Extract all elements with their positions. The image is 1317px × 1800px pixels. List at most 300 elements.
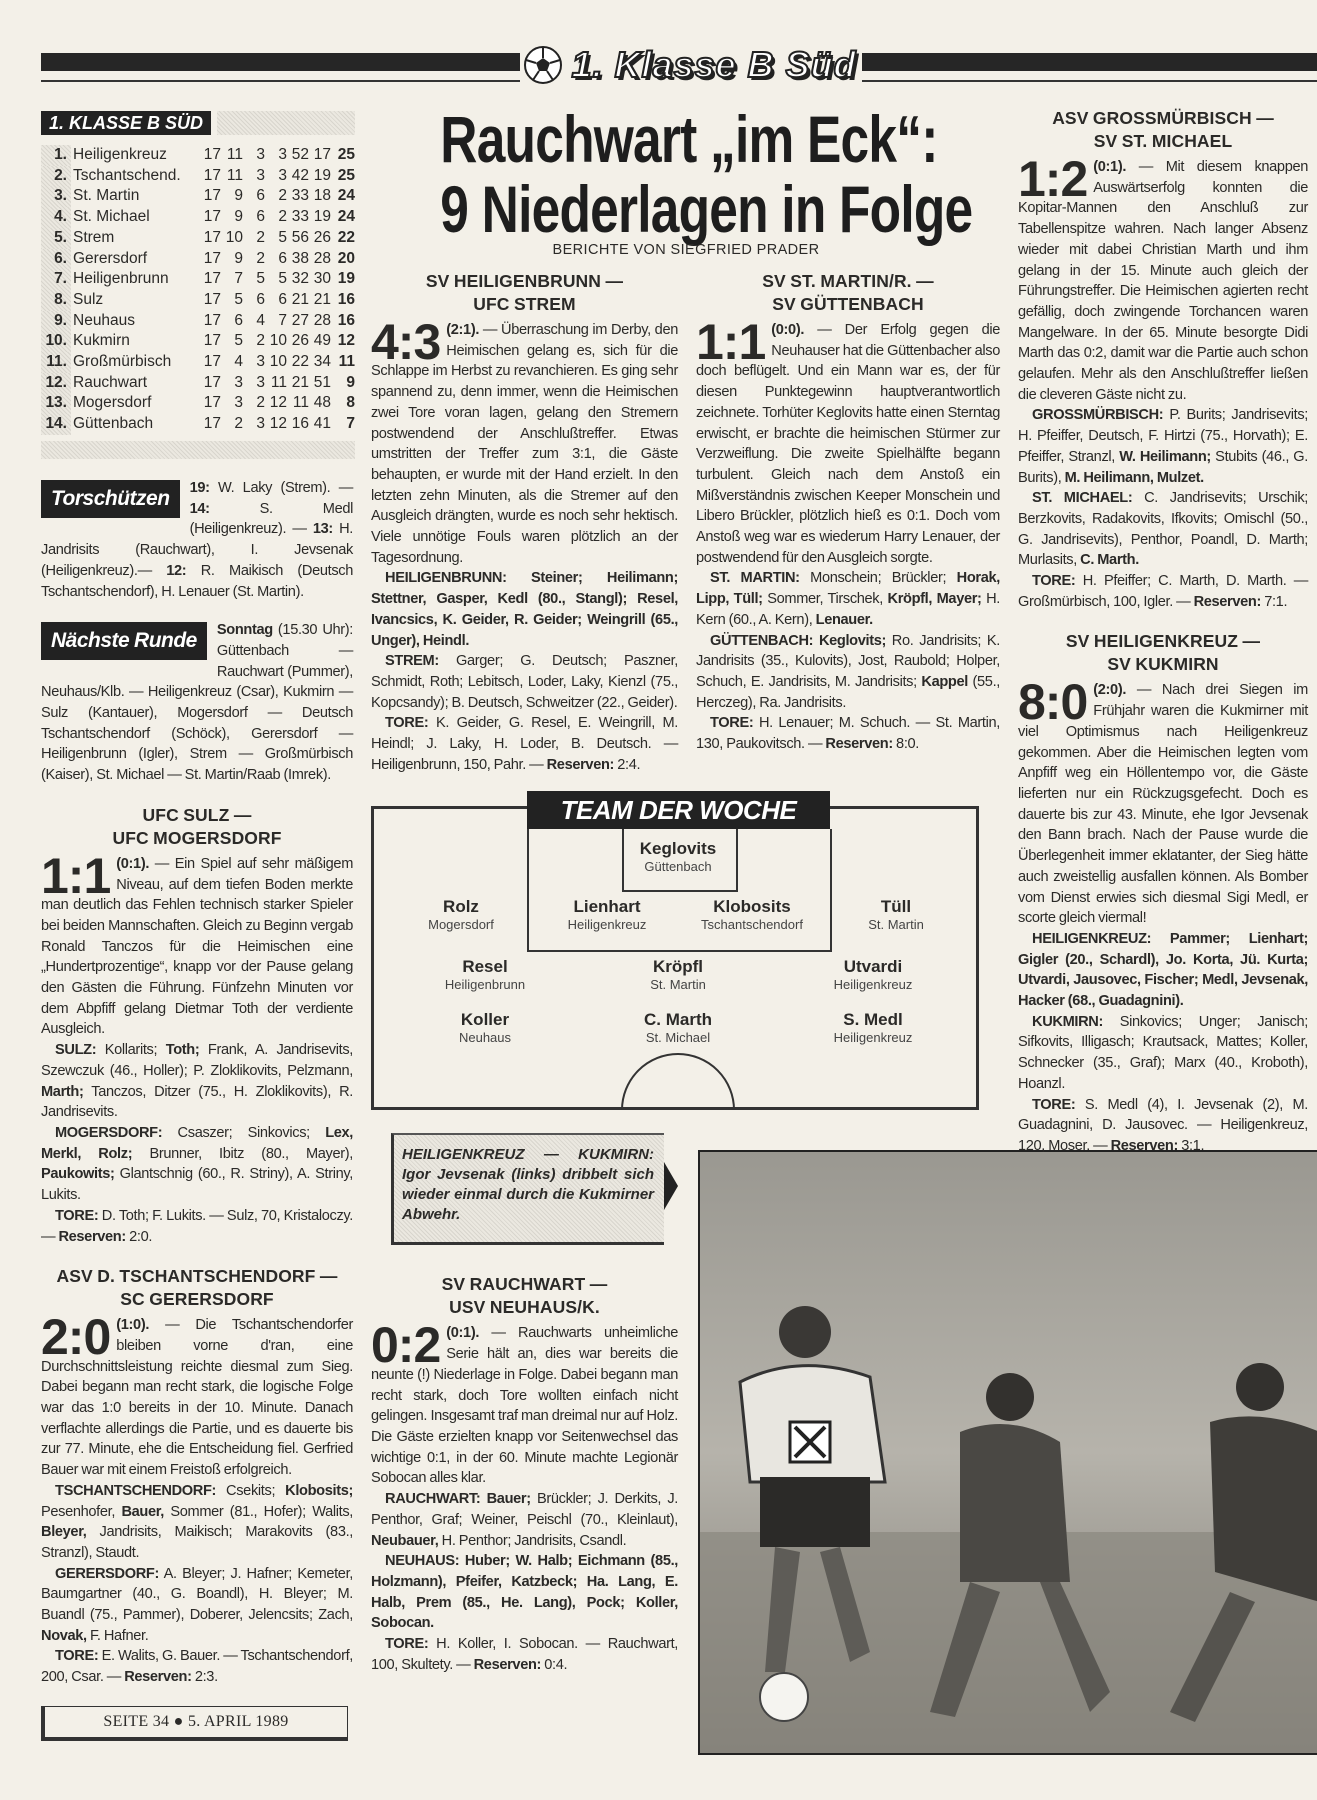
table-row	[41, 228, 355, 249]
halftime-score: (2:1).	[446, 322, 480, 338]
lineup-paragraph	[41, 1040, 353, 1123]
cell-won: 3	[234, 394, 243, 412]
halftime-score: (1:0).	[116, 1317, 150, 1334]
bold-text: 19:	[189, 480, 210, 496]
final-score: 4:3	[371, 314, 441, 370]
text: Csaszer; Sinkovics;	[162, 1124, 326, 1141]
cell-won: 6	[234, 311, 243, 329]
section-title: 1. Klasse B Süd	[571, 44, 857, 85]
cell-won: 4	[234, 353, 243, 371]
cell-rank: 11.	[41, 352, 71, 373]
lineup-paragraph	[371, 568, 678, 651]
cell-team: Neuhaus	[73, 311, 136, 329]
cell-goals-against: 28	[313, 249, 331, 267]
player-club: Heiligenkreuz	[567, 917, 647, 933]
player-name: Klobosits	[713, 897, 791, 917]
issue-date: 5. APRIL 1989	[187, 1712, 289, 1730]
cell-won: 9	[234, 187, 243, 205]
cell-played: 17	[203, 146, 221, 163]
cell-lost: 6	[278, 249, 287, 267]
report-text: — Mit diesem knappen Auswärtserfolg konnten die Kopitar-Mannen den Anschluß zur Tabellenspitze wahren. Nach langer Absenz wieder mit dabei Christian Marth und ihm gelang in der 15. Minute auch gleich der Führungstreffer. Die Heimischen agierten recht gefällig, doch zwingende Torchancen waren Mangelware. In der 65. Minute besorgte Didi Marth das 0:2, damit war die Partie auch schon gelaufen. Mehr als den Anschlußtreffer ließen die cleveren Gäste nicht zu.	[1018, 159, 1308, 403]
match-report-rauchwart-neuhaus	[371, 1273, 678, 1675]
cell-lost: 12	[269, 394, 287, 412]
cell-drawn: 2	[256, 394, 265, 412]
lineup-paragraph	[1018, 1012, 1308, 1095]
match-heading-line: SC GERERSDORF	[120, 1289, 274, 1310]
match-heading-line: SV KUKMIRN	[1107, 654, 1219, 675]
cell-rank: 14.	[41, 414, 71, 435]
center-circle	[618, 1050, 738, 1110]
player-club: Mogersdorf	[428, 917, 494, 933]
cell-goals-for: 16	[291, 415, 309, 433]
team-player	[796, 897, 996, 933]
text: S. Medl (4), I. Jevsenak (2), M. Guadagnini, D. Jausovec. — Heiligenkreuz, 120, Moser. —	[1018, 1096, 1308, 1154]
bold-text: C. Marth.	[1080, 552, 1139, 569]
football-players-image	[700, 1152, 1317, 1753]
bold-text: Reserven:	[124, 1669, 192, 1686]
cell-team: St. Michael	[73, 208, 150, 226]
team-player	[578, 839, 778, 875]
bold-text: Klobosits;	[285, 1482, 353, 1499]
player-name: Keglovits	[639, 839, 717, 859]
text: Sinkovics; Unger; Janisch; Sifkovits, Illigasch; Krautsack, Mattes; Koller, Schnecker (35., Graf); Marx (40., Kroboth), Hoanzl.	[1018, 1013, 1308, 1092]
table-row	[41, 331, 355, 352]
cell-played: 17	[203, 228, 221, 246]
text: Sommer (81., Hofer); Walits,	[163, 1503, 353, 1520]
bold-text: Novak,	[41, 1627, 87, 1644]
byline: BERICHTE VON SIEGFRIED PRADER	[552, 242, 820, 258]
caption-title: HEILIGENKREUZ — KUKMIRN:	[402, 1146, 654, 1164]
match-summary	[41, 1309, 353, 1481]
bold-text: Lex, Merkl, Rolz;	[41, 1124, 353, 1162]
cell-goals-for: 21	[291, 290, 309, 308]
bold-text: HEILIGENKREUZ: Pammer; Lienhart; Gigler (20., Schardl), Jo. Korta, Jü. Kurta; Utvardi, Jausovec, Fischer; Medl, Jevsenak, Hacker (68., Guadagnini).	[1018, 930, 1308, 1010]
text: 8:0.	[892, 736, 919, 753]
cell-lost: 5	[278, 228, 287, 246]
text: Garger; G. Deutsch; Paszner, Schmidt, Roth; Lebitsch, Loder, Laky, Kienzl (75., Kopcsandy); B. Deutsch, Schweitzer (22., Geider).	[371, 653, 678, 711]
cell-lost: 5	[278, 270, 287, 288]
cell-goals-against: 28	[313, 311, 331, 329]
player-club: Tschantschendorf	[701, 917, 803, 933]
cell-won: 3	[234, 373, 243, 391]
cell-goals-against: 19	[313, 208, 331, 226]
cell-won: 5	[234, 332, 243, 350]
next-round-box	[41, 620, 353, 786]
bold-text: Sonntag	[216, 622, 273, 639]
table-row	[41, 414, 355, 435]
arrow-right-icon	[664, 1162, 678, 1210]
cell-points: 25	[337, 146, 355, 163]
bold-text: NEUHAUS: Huber; W. Halb; Eichmann (85., Holzmann), Pfeifer, Katzbeck; Ha. Lang, E. Halb, Prem (85., He. Lang), Pock; Koller, Sobocan.	[371, 1553, 678, 1632]
cell-team: Großmürbisch	[73, 353, 172, 371]
bold-text: TORE:	[1032, 1096, 1076, 1113]
final-score: 1:1	[41, 847, 111, 904]
bold-text: KUKMIRN:	[1032, 1013, 1103, 1030]
cell-rank: 4.	[41, 207, 71, 228]
match-heading	[1018, 107, 1308, 153]
table-row	[41, 145, 355, 166]
cell-drawn: 3	[256, 373, 265, 391]
cell-team: Mogersdorf	[73, 394, 152, 412]
bold-text: Reserven:	[1110, 1137, 1178, 1154]
cell-played: 17	[203, 249, 221, 267]
cell-rank: 12.	[41, 373, 71, 394]
match-report-tschantschendorf-gerersdorf	[41, 1265, 353, 1688]
cell-points: 25	[337, 166, 355, 184]
caption-text: Igor Jevsenak (links) dribbelt sich wieder einmal durch die Kukmirner Abwehr.	[402, 1166, 654, 1224]
lineup-paragraph	[1018, 405, 1308, 488]
cell-points: 16	[337, 311, 355, 329]
match-heading-line: UFC SULZ —	[142, 804, 252, 825]
text: H. Pfeiffer; C. Marth, D. Marth. — Großmürbisch, 100, Igler. —	[1018, 573, 1308, 610]
lineup-paragraph	[1018, 571, 1308, 612]
soccer-ball-icon	[523, 45, 563, 85]
halftime-score: (0:1).	[116, 855, 150, 872]
team-player	[578, 957, 778, 993]
bold-text: TORE:	[55, 1207, 99, 1224]
match-heading-line: SV HEILIGENKREUZ —	[1065, 631, 1261, 652]
text: Ro. Jandrisits; K. Jandrisits (35., Kulovits), Jost, Raubold; Holper, Schuch, E. Jandrisits, M. Jandrisits;	[696, 632, 1000, 690]
cell-won: 9	[234, 249, 243, 267]
photo-caption	[391, 1133, 664, 1245]
cell-goals-for: 11	[292, 394, 309, 412]
text: Pesenhofer,	[41, 1503, 122, 1520]
halftime-score: (2:0).	[1093, 682, 1127, 699]
cell-drawn: 2	[256, 332, 265, 350]
text: Tanczos, Ditzer (75., H. Zloklikovits), R. Jandrisevits.	[41, 1083, 353, 1121]
player-name: C. Marth	[644, 1010, 712, 1030]
lineup-paragraph	[371, 651, 678, 713]
cell-team: Heiligenbrunn	[73, 270, 169, 288]
match-report-heiligenbrunn-strem	[371, 270, 678, 775]
cell-goals-for: 42	[291, 166, 309, 184]
bold-text: Paukowits;	[41, 1166, 115, 1183]
match-heading-line: SV HEILIGENBRUNN —	[425, 271, 624, 291]
footer-bullet: ●	[173, 1712, 184, 1730]
cell-played: 17	[203, 415, 221, 433]
cell-rank: 9.	[41, 311, 71, 332]
bold-text: Toth;	[165, 1042, 200, 1059]
cell-lost: 3	[278, 166, 287, 184]
text: R. Maikisch (Deutsch Tschantschendorf), H. Lenauer (St. Martin).	[41, 562, 353, 600]
page-number: SEITE 34	[103, 1712, 170, 1730]
cell-goals-against: 19	[313, 166, 331, 184]
team-of-week	[371, 791, 1000, 1113]
player-name: Utvardi	[843, 957, 903, 977]
lineup-paragraph	[41, 1646, 353, 1687]
cell-goals-against: 34	[313, 353, 331, 371]
player-club: Heiligenkreuz	[833, 1030, 913, 1046]
cell-rank: 2.	[41, 166, 71, 187]
cell-goals-against: 30	[313, 270, 331, 288]
halftime-score: (0:1).	[446, 1325, 480, 1342]
player-club: St. Martin	[868, 917, 924, 933]
cell-team: Kukmirn	[73, 332, 130, 350]
cell-team: Sulz	[73, 290, 104, 308]
cell-drawn: 5	[256, 270, 265, 288]
text: S. Medl (Heiligenkreuz). —	[189, 500, 353, 538]
text: Brückler; J. Derkits, J. Penthor, Graf; Weiner, Peischl (70., Kleinlaut),	[371, 1491, 678, 1528]
text: Glantschnig (60., R. Striny), A. Striny, Lukits.	[41, 1166, 353, 1204]
cell-goals-for: 32	[291, 270, 309, 288]
cell-played: 17	[203, 353, 221, 371]
cell-goals-for: 21	[291, 373, 309, 391]
match-summary	[1018, 151, 1308, 405]
cell-team: St. Martin	[73, 187, 140, 205]
lineup-paragraph	[1018, 929, 1308, 1012]
scorers-label: Torschützen	[41, 480, 180, 518]
cell-drawn: 3	[256, 415, 265, 433]
standings-title-shading	[217, 111, 355, 135]
bold-text: Bleyer,	[41, 1524, 87, 1541]
team-player	[773, 957, 973, 993]
cell-rank: 13.	[41, 393, 71, 414]
cell-goals-against: 48	[313, 394, 331, 412]
player-name: S. Medl	[843, 1010, 903, 1030]
text: H. Kern (60., A. Kern),	[696, 591, 1001, 628]
lineup-paragraph	[371, 713, 678, 775]
match-report-heiligenkreuz-kukmirn	[1018, 630, 1308, 1156]
bold-text: SULZ:	[55, 1042, 97, 1059]
final-score: 0:2	[371, 1317, 441, 1374]
banner-rule-right	[862, 80, 1317, 82]
cell-drawn: 3	[256, 166, 265, 184]
cell-lost: 10	[269, 353, 287, 371]
bold-text: Reserven:	[1193, 593, 1261, 610]
cell-goals-for: 22	[291, 353, 309, 371]
cell-rank: 10.	[41, 331, 71, 352]
text: Brunner, Ibitz (80., Mayer),	[132, 1145, 353, 1162]
cell-lost: 12	[269, 415, 287, 433]
team-player	[578, 1010, 778, 1046]
match-heading	[41, 1265, 353, 1311]
cell-goals-for: 56	[291, 228, 309, 246]
cell-points: 24	[337, 208, 355, 226]
lineup-paragraph	[371, 1489, 678, 1551]
middle-columns	[371, 270, 1000, 1755]
cell-played: 17	[203, 332, 221, 350]
cell-points: 11	[338, 353, 355, 371]
bold-text: Reserven:	[58, 1228, 126, 1245]
text: Stubits (46., G. Burits),	[1018, 448, 1309, 486]
text: (15.30 Uhr): Güttenbach — Rauchwart (Pummer), Neuhaus/Klb. — Heiligenkreuz (Csar), Kukmirn — Sulz (Kantauer), Mogersdorf — Deutsch Tschantschendorf (Schöck), Gerersdorf — Heiligenbrunn (Igler), Strem — Großmürbisch (Kaiser), St. Michael — St. Martin/Raab (Imrek).	[41, 622, 353, 784]
player-name: Lienhart	[573, 897, 641, 917]
player-name: Resel	[462, 957, 508, 977]
team-player	[773, 1010, 973, 1046]
cell-played: 17	[203, 290, 221, 308]
bold-text: TSCHANTSCHENDORF:	[55, 1482, 217, 1499]
lineup-paragraph	[696, 568, 1000, 630]
bold-text: TORE:	[1032, 573, 1076, 590]
match-heading-line: SV GÜTTENBACH	[772, 294, 924, 314]
page-headline	[371, 104, 1001, 244]
text: H. Penthor; Jandrisits, Csandl.	[438, 1532, 627, 1549]
scorers-box	[41, 478, 353, 602]
bold-text: GERERSDORF:	[55, 1565, 159, 1582]
match-heading	[1018, 630, 1308, 676]
match-heading-line: SV ST. MARTIN/R. —	[762, 271, 934, 291]
bold-text: MOGERSDORF:	[55, 1124, 163, 1141]
bold-text: Bauer,	[121, 1503, 164, 1520]
cell-lost: 2	[278, 187, 287, 205]
bold-text: Reserven:	[546, 756, 615, 773]
lineup-paragraph	[41, 1206, 353, 1247]
text: K. Geider, G. Resel, E. Weingrill, M. Heindl; J. Laky, H. Loder, B. Deutsch. — Heiligenbrunn, 150, Pahr. —	[371, 715, 678, 773]
cell-rank: 5.	[41, 228, 71, 249]
bold-text: TORE:	[710, 715, 754, 732]
team-player	[385, 1010, 585, 1046]
team-of-week-title: TEAM DER WOCHE	[527, 791, 830, 829]
match-heading-line: SV RAUCHWART —	[441, 1274, 608, 1295]
cell-team: Heiligenkreuz	[73, 146, 167, 163]
lineup-paragraph	[696, 713, 1000, 754]
player-name: Koller	[460, 1010, 510, 1030]
text: 2:0.	[125, 1228, 153, 1245]
table-row	[41, 352, 355, 373]
text: C. Jandrisevits; Urschik; Berzkovits, Radakovits, Ifkovits; Omischl (50., G. Jandrisevits), Penthor, Poandl, D. Marth; Murlasits,	[1018, 490, 1308, 569]
cell-points: 16	[337, 290, 355, 308]
cell-drawn: 2	[256, 228, 265, 246]
cell-goals-against: 17	[313, 146, 331, 163]
standings-table	[41, 111, 355, 459]
bold-text: Kappel	[921, 673, 968, 690]
cell-rank: 3.	[41, 186, 71, 207]
bold-text: ST. MARTIN:	[710, 570, 800, 587]
bold-text: Lenauer.	[815, 611, 873, 628]
cell-goals-for: 33	[291, 187, 309, 205]
match-summary	[696, 314, 1000, 568]
cell-played: 17	[203, 187, 221, 205]
cell-lost: 10	[269, 332, 287, 350]
cell-played: 17	[203, 311, 221, 329]
bold-text: M. Heilimann, Mulzet.	[1064, 469, 1204, 486]
table-row	[41, 311, 355, 332]
cell-drawn: 6	[256, 187, 265, 205]
bold-text: Marth;	[41, 1083, 84, 1100]
text: W. Laky (Strem). —	[209, 480, 353, 496]
final-score: 1:2	[1018, 151, 1088, 207]
cell-goals-against: 26	[313, 228, 331, 246]
player-name: Rolz	[443, 897, 479, 917]
text: A. Bleyer; J. Hafner; Kemeter, Baumgartner (40., G. Boandl), H. Bleyer; M. Buandl (75., Pammer), Doberer, Jelencsits; Zach,	[41, 1565, 353, 1624]
text: H. Lenauer; M. Schuch. — St. Martin, 130, Paukovitsch. —	[696, 715, 1000, 753]
bold-text: 14:	[189, 500, 210, 517]
cell-drawn: 6	[256, 290, 265, 308]
cell-goals-against: 18	[313, 187, 331, 205]
table-row	[41, 249, 355, 270]
text: Jandrisits, Maikisch; Marakovits (83., Stranzl), Staudt.	[41, 1524, 353, 1561]
cell-goals-for: 26	[291, 332, 309, 350]
bold-text: HEILIGENBRUNN: Steiner; Heilimann; Stettner, Gasper, Kedl (80., Stangl); Resel, Ivancsics, K. Geider, R. Geider; Weingrill (65., Unger), Heindl.	[371, 570, 678, 649]
bold-text: W. Heilimann;	[1119, 448, 1211, 465]
bold-text: Horak, Lipp, Tüll;	[696, 570, 1000, 608]
lineup-paragraph	[696, 631, 1000, 714]
cell-goals-against: 41	[313, 415, 331, 433]
text: H. Jandrisits (Rauchwart), I. Jevsenak (Heiligenkreuz).—	[41, 521, 353, 579]
bold-text: GÜTTENBACH: Keglovits;	[710, 632, 886, 649]
final-score: 8:0	[1018, 674, 1088, 731]
table-row	[41, 290, 355, 311]
match-heading	[696, 270, 1000, 316]
text: 2:3.	[191, 1669, 218, 1686]
table-row	[41, 166, 355, 187]
match-heading-line: UFC MOGERSDORF	[112, 827, 282, 848]
match-summary	[371, 1317, 678, 1489]
bold-text: Reserven:	[473, 1656, 542, 1673]
cell-drawn: 3	[256, 146, 265, 163]
player-name: Kröpfl	[652, 957, 704, 977]
cell-lost: 6	[278, 290, 287, 308]
cell-played: 17	[203, 166, 221, 184]
text: F. Hafner.	[86, 1627, 149, 1644]
cell-goals-against: 51	[313, 373, 331, 391]
text: 2:4.	[614, 756, 641, 773]
cell-lost: 2	[278, 208, 287, 226]
cell-goals-against: 49	[313, 332, 331, 350]
cell-won: 7	[234, 270, 243, 288]
bold-text: TORE:	[385, 1636, 429, 1653]
cell-played: 17	[203, 373, 221, 391]
match-summary	[371, 314, 678, 568]
cell-won: 9	[234, 208, 243, 226]
player-club: Heiligenkreuz	[833, 977, 913, 993]
lineup-paragraph	[1018, 1095, 1308, 1157]
cell-lost: 7	[278, 311, 287, 329]
headline-line-2: 9 Niederlagen in Folge	[440, 172, 973, 246]
bold-text: GROSSMÜRBISCH:	[1032, 407, 1164, 424]
match-heading-line: ASV D. TSCHANTSCHENDORF —	[56, 1266, 338, 1287]
text: Kollarits;	[96, 1042, 166, 1059]
text: E. Walits, G. Bauer. — Tschantschendorf, 200, Csar. —	[41, 1648, 353, 1686]
player-name: Tüll	[880, 897, 912, 917]
cell-lost: 3	[278, 146, 287, 163]
cell-goals-against: 21	[313, 290, 331, 308]
bold-text: Kröpfl, Mayer;	[887, 591, 982, 608]
table-row	[41, 207, 355, 228]
cell-rank: 7.	[41, 269, 71, 290]
cell-points: 19	[337, 270, 355, 288]
text: 7:1.	[1261, 593, 1288, 610]
cell-points: 8	[346, 394, 355, 412]
left-column	[41, 478, 353, 1741]
standings-title: 1. KLASSE B SÜD	[41, 111, 211, 135]
table-row	[41, 373, 355, 394]
table-row	[41, 186, 355, 207]
cell-drawn: 3	[256, 353, 265, 371]
match-heading-line: UFC STREM	[473, 294, 576, 314]
cell-rank: 6.	[41, 249, 71, 270]
match-heading-line: ASV GROSSMÜRBISCH —	[1052, 108, 1274, 128]
lineup-paragraph	[371, 1634, 678, 1675]
match-heading	[41, 804, 353, 850]
banner-bar-left	[41, 53, 520, 71]
cell-won: 11	[226, 146, 243, 163]
text: 3:1.	[1178, 1137, 1205, 1154]
match-heading-line: USV NEUHAUS/K.	[449, 1297, 600, 1318]
text: P. Burits; Jandrisevits; H. Pfeiffer, Deutsch, F. Hirtzi (75., Horvath); E. Pfeiffer, Stranzl,	[1018, 407, 1308, 465]
cell-points: 22	[337, 228, 355, 246]
player-club: St. Michael	[645, 1030, 711, 1046]
bold-text: 13:	[312, 521, 333, 538]
final-score: 2:0	[41, 1309, 111, 1366]
cell-played: 17	[203, 270, 221, 288]
lineup-paragraph	[41, 1481, 353, 1564]
text: (55., Herczeg), Ra. Jandrisits.	[696, 673, 1000, 711]
match-heading	[371, 270, 678, 316]
bold-text: TORE:	[55, 1648, 99, 1665]
team-player	[385, 957, 585, 993]
cell-points: 12	[337, 332, 355, 350]
